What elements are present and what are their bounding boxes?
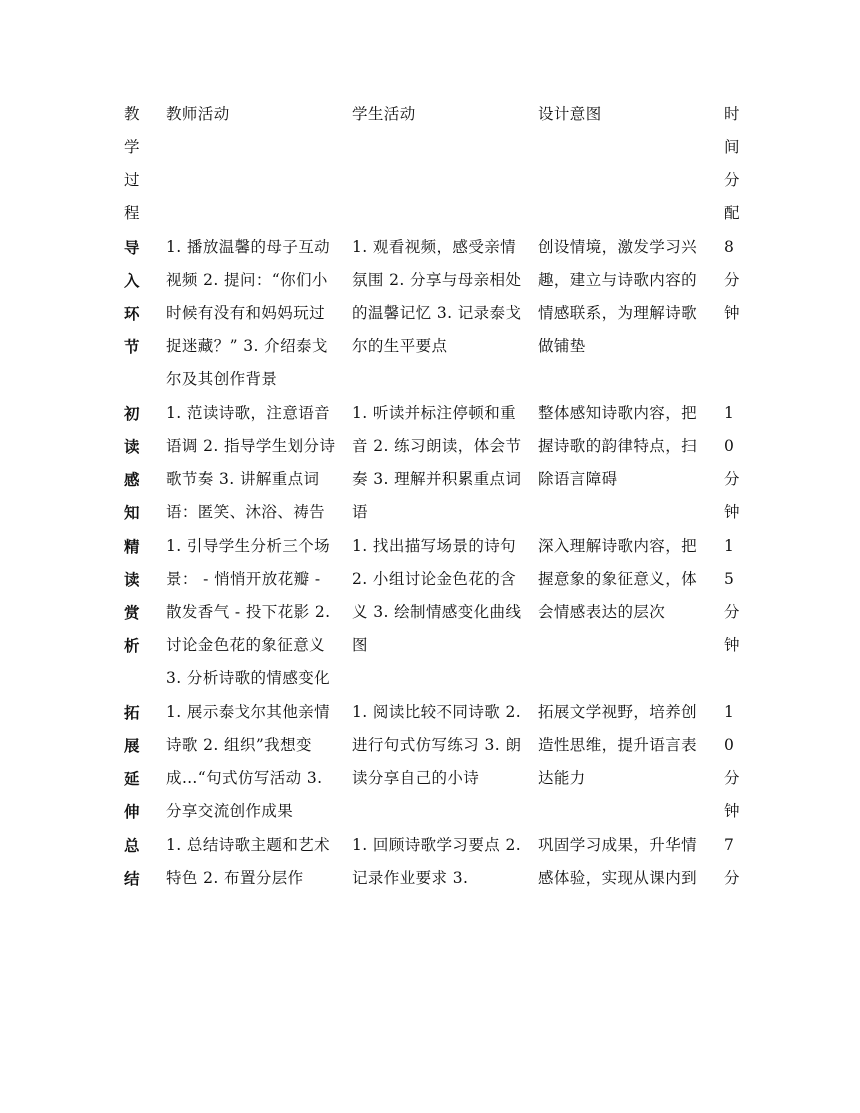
time-cell: 7分 <box>724 836 740 887</box>
header-design-intent: 设计意图 <box>538 105 602 123</box>
stage-cell: 初读感知 <box>124 404 140 522</box>
table-row <box>124 231 754 397</box>
header-stage: 教学过程 <box>124 105 140 222</box>
time-cell: 10分钟 <box>724 703 740 820</box>
design-intent-cell: 巩固学习成果，升华情感体验，实现从课内到 <box>538 836 698 887</box>
teacher-activity-cell: 1. 引导学生分析三个场景： - 悄悄开放花瓣 - 散发香气 - 投下花影 2. 讨论金色花的象征意义 3. 分析诗歌的情感变化 <box>166 537 331 687</box>
table-row <box>124 397 754 530</box>
header-teacher-activity: 教师活动 <box>166 105 230 123</box>
design-intent-cell: 整体感知诗歌内容，把握诗歌的韵律特点，扫除语言障碍 <box>538 404 698 488</box>
design-intent-cell: 深入理解诗歌内容，把握意象的象征意义，体会情感表达的层次 <box>538 537 698 621</box>
header-time-allocation: 时间分配 <box>724 105 740 222</box>
student-activity-cell: 1. 阅读比较不同诗歌 2. 进行句式仿写练习 3. 朗读分享自己的小诗 <box>352 703 522 787</box>
teacher-activity-cell: 1. 播放温馨的母子互动视频 2. 提问：“你们小时候有没有和妈妈玩过捉迷藏？” 3. 介绍泰戈尔及其创作背景 <box>166 238 331 388</box>
time-cell: 8分钟 <box>724 238 740 322</box>
teacher-activity-cell: 1. 展示泰戈尔其他亲情诗歌 2. 组织”我想变成…“句式仿写活动 3. 分享交流创作成果 <box>166 703 331 820</box>
teacher-activity-cell: 1. 范读诗歌，注意语音语调 2. 指导学生划分诗歌节奏 3. 讲解重点词语：匿笑、沐浴、祷告 <box>166 404 336 521</box>
student-activity-cell: 1. 观看视频，感受亲情氛围 2. 分享与母亲相处的温馨记忆 3. 记录泰戈尔的生平要点 <box>352 238 522 355</box>
lesson-plan-table <box>124 98 754 896</box>
student-activity-cell: 1. 找出描写场景的诗句 2. 小组讨论金色花的含义 3. 绘制情感变化曲线图 <box>352 537 522 654</box>
student-activity-cell: 1. 回顾诗歌学习要点 2. 记录作业要求 3. <box>352 836 522 887</box>
stage-cell: 导入环节 <box>124 238 140 356</box>
design-intent-cell: 创设情境，激发学习兴趣，建立与诗歌内容的情感联系，为理解诗歌做铺垫 <box>538 238 698 355</box>
design-intent-cell: 拓展文学视野，培养创造性思维，提升语言表达能力 <box>538 703 698 787</box>
stage-cell: 总结 <box>124 836 140 888</box>
table-row <box>124 696 754 829</box>
table-row <box>124 530 754 696</box>
student-activity-cell: 1. 听读并标注停顿和重音 2. 练习朗读，体会节奏 3. 理解并积累重点词语 <box>352 404 522 521</box>
stage-cell: 精读赏析 <box>124 537 140 655</box>
teacher-activity-cell: 1. 总结诗歌主题和艺术特色 2. 布置分层作 <box>166 836 331 887</box>
header-student-activity: 学生活动 <box>352 105 416 123</box>
time-cell: 15分钟 <box>724 537 740 654</box>
table-row <box>124 829 754 896</box>
time-cell: 10分钟 <box>724 404 740 521</box>
stage-cell: 拓展延伸 <box>124 703 140 821</box>
table-header-row <box>124 98 754 231</box>
